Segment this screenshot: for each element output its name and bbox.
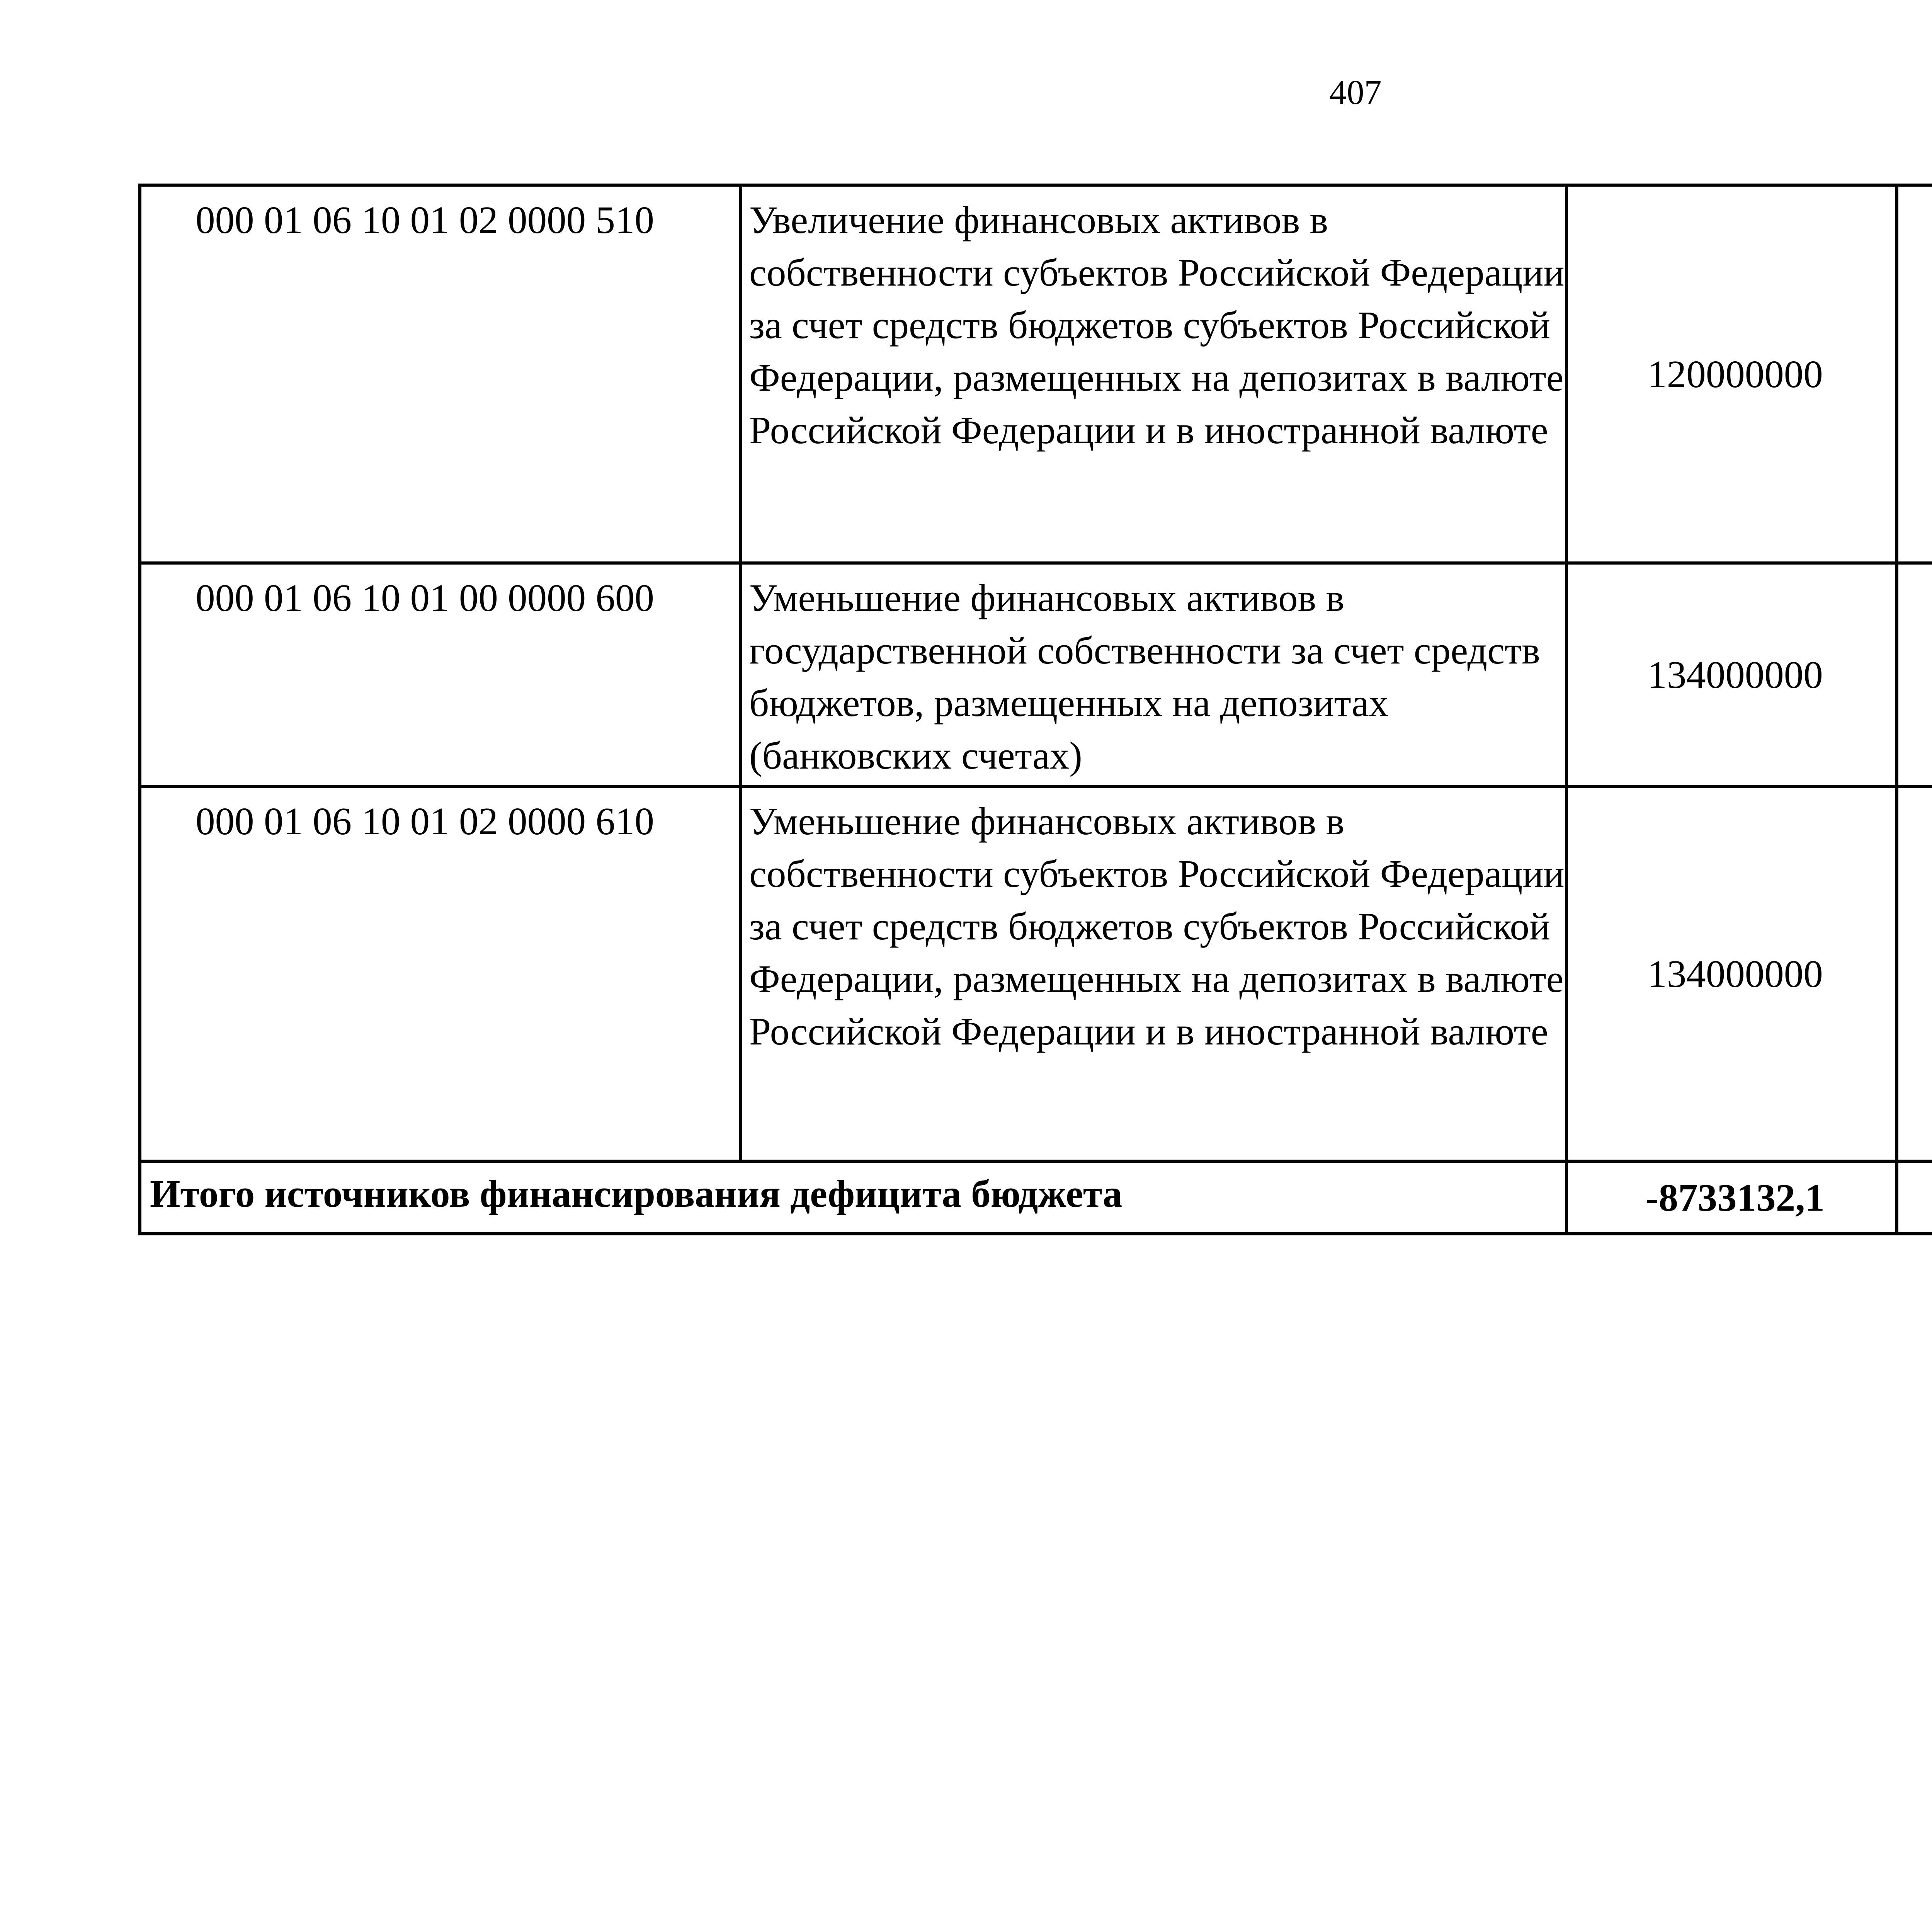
description-cell: Уменьшение финансовых активов в государственной собственности за счет средств бюджетов, размещенных на депозитах (банковских счетах) [741,563,1566,786]
total-value-year1: -8733132,1 [1566,1161,1897,1234]
table-row [140,563,1932,786]
value-cell-year1: 134000000 [1566,786,1897,1161]
description-cell: Увеличение финансовых активов в собственности субъектов Российской Федерации за счет средств бюджетов субъектов Российской Федерации, размещенных на депозитах в валюте Российской Федерации и в иностранной валюте [741,185,1566,563]
total-value-year2 [1897,1161,1932,1234]
budget-code-cell: 000 01 06 10 01 00 0000 600 [140,563,741,786]
budget-code-cell: 000 01 06 10 01 02 0000 510 [140,185,741,563]
table-row [140,185,1932,563]
table-row [140,786,1932,1161]
budget-code-cell: 000 01 06 10 01 02 0000 610 [140,786,741,1161]
total-row [140,1161,1932,1234]
budget-sources-table [138,184,1932,1235]
value-cell-year1: 120000000 [1566,185,1897,563]
total-label: Итого источников финансирования дефицита бюджета [140,1161,1566,1234]
description-cell: Уменьшение финансовых активов в собственности субъектов Российской Федерации за счет средств бюджетов субъектов Российской Федерации, размещенных на депозитах в валюте Российской Федерации и в иностранной валюте [741,786,1566,1161]
value-cell-year2 [1897,563,1932,786]
value-cell-year2 [1897,185,1932,563]
page-number: 407 [1329,73,1382,112]
value-cell-year2 [1897,786,1932,1161]
value-cell-year1: 134000000 [1566,563,1897,786]
